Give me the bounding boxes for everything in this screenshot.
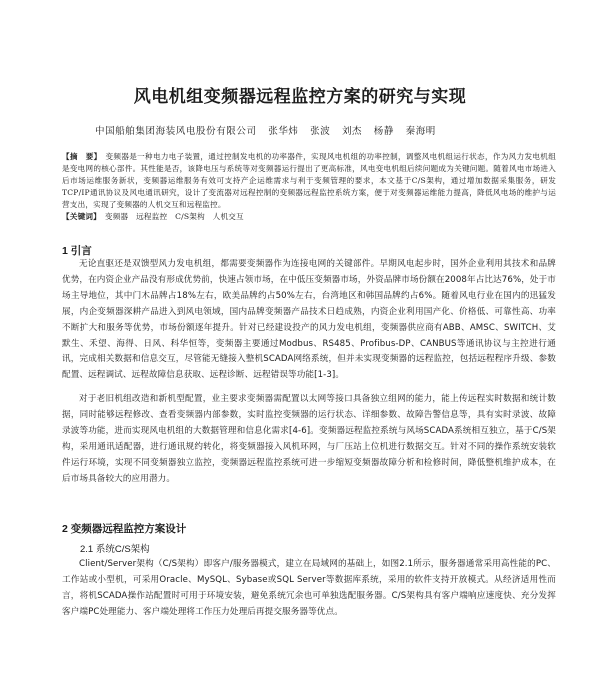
section-1-paragraph-1: 无论直驱还是双馈型风力发电机组，都需要变频器作为连接电网的关键部件。早期风电起步时，国外企业利用其技术和品牌优势，在内资企业产品没有形成优势前，快速占领市场，在中低压变频器市场，外资品牌市场份额在2008年占比达76%，处于市场主导地位，其中门木品牌占18%左右，欧美品牌约占50%左右，台湾地区和韩国品牌约占6%。随着风电行业在国内的迅猛发展，内企变频器深耕产品进入到风电领域，国内品牌变频器产品技术日趋成熟，内资企业利用国产化、价格低、可靠性高、功率不断扩大和服务等优势，市场份额逐年提升。针对已经建设投产的风力发电机组，变频器供应商有ABB、AMSC、SWITCH、艾默生、禾望、海得、日风、科华恒等，变频器主要通过Modbus、RS485、Profibus-DP、CANBUS等通讯协议与主控进行通讯，完成相关数据和信息交互，尽管能无缝接入整机SCADA网络系统，但并未实现变频器的远程监控，包括远程程序升级、参数配置、远程调试、远程故障信息获取、远程诊断、远程错误等功能[1-3]。	[62, 259, 556, 381]
section-2-heading: 2 变频器远程监控方案设计	[62, 523, 187, 535]
author-line: 中国船舶集团海装风电股份有限公司 张华炜 张波 刘杰 杨静 秦海明	[95, 126, 436, 137]
abstract-label: 【摘 要】	[62, 152, 102, 161]
section-2-1-heading: 2.1 系统C/S架构	[80, 544, 150, 555]
abstract-text: 变频器是一种电力电子装置，通过控制发电机的功率器件，实现风电机组的功率控制，调整风电机组运行状态，作为风力发电机组是变电网的核心部件。其性能是否，该降电压与系统等对变频器运行提出了更高标准，风电变电机组后续问题成为关键问题。随着风电市场进入后市场运维服务新状，变频器运维服务有效可支持产企运维需求与利于变频管理的要求，本文基于C/S架构，通过增加数据采集服务，研发TCP/IP通讯协议及风电通讯研究，设计了变流器对远程控制的变频器远程监控系统方案，便于对变频器运维能力提高，降低风电场的维护与运营支出，实现了变频器的人机交互和远程监控。	[62, 152, 556, 209]
paper-title: 风电机组变频器远程监控方案的研究与实现	[133, 87, 467, 107]
abstract-block	[62, 151, 556, 223]
section-1-heading: 1 引言	[62, 245, 92, 257]
keywords-label: 【关键词】	[62, 212, 101, 221]
section-1-paragraph-2: 对于老旧机组改造和新机型配置，业主要求变频器需配置以太网等接口具备独立组网的能力，能上传远程实时数据和统计数据，同时能够远程修改、查看变频器内部参数，实时监控变频器的运行状态、详细参数、故障告警信息等，具有实时录波、故障录波等功能，进而实现风电机组的大数据管理和信息化需求[4-6]。变频器远程监控系统与风场SCADA系统相互独立，基于C/S架构，采用通讯适配器，进行通讯规约转化，将变频器接入风机环网，与厂压站上位机进行数据交互。针对不同的操作系统安装软件运行环境，实现不同变频器独立监控，变频器远程监控系统可进一步缩短变频器故障分析和检修时间，降低整机维护成本，在后市场具备较大的应用潜力。	[62, 394, 556, 484]
keywords	[62, 211, 556, 223]
section-2-paragraph-1: Client/Server架构（C/S架构）即客户/服务器模式，建立在局域网的基础上，如图2.1所示，服务器通常采用高性能的PC、工作站或小型机，可采用Oracle、MySQL、Sybase或SQL Server等数据库系统，采用的软件支持开放模式。从经济适用性而言，将机SCADA操作站配置时可用于环境安装，避免系统冗余也可单独选配服务器。C/S架构具有客户端响应速度快、充分发挥客户端PC处理能力、客户端处理将工作压力处理后再提交服务器等优点。	[62, 559, 556, 617]
keywords-text: 变频器 远程监控 C/S架构 人机交互	[104, 212, 244, 221]
abstract	[62, 151, 556, 211]
